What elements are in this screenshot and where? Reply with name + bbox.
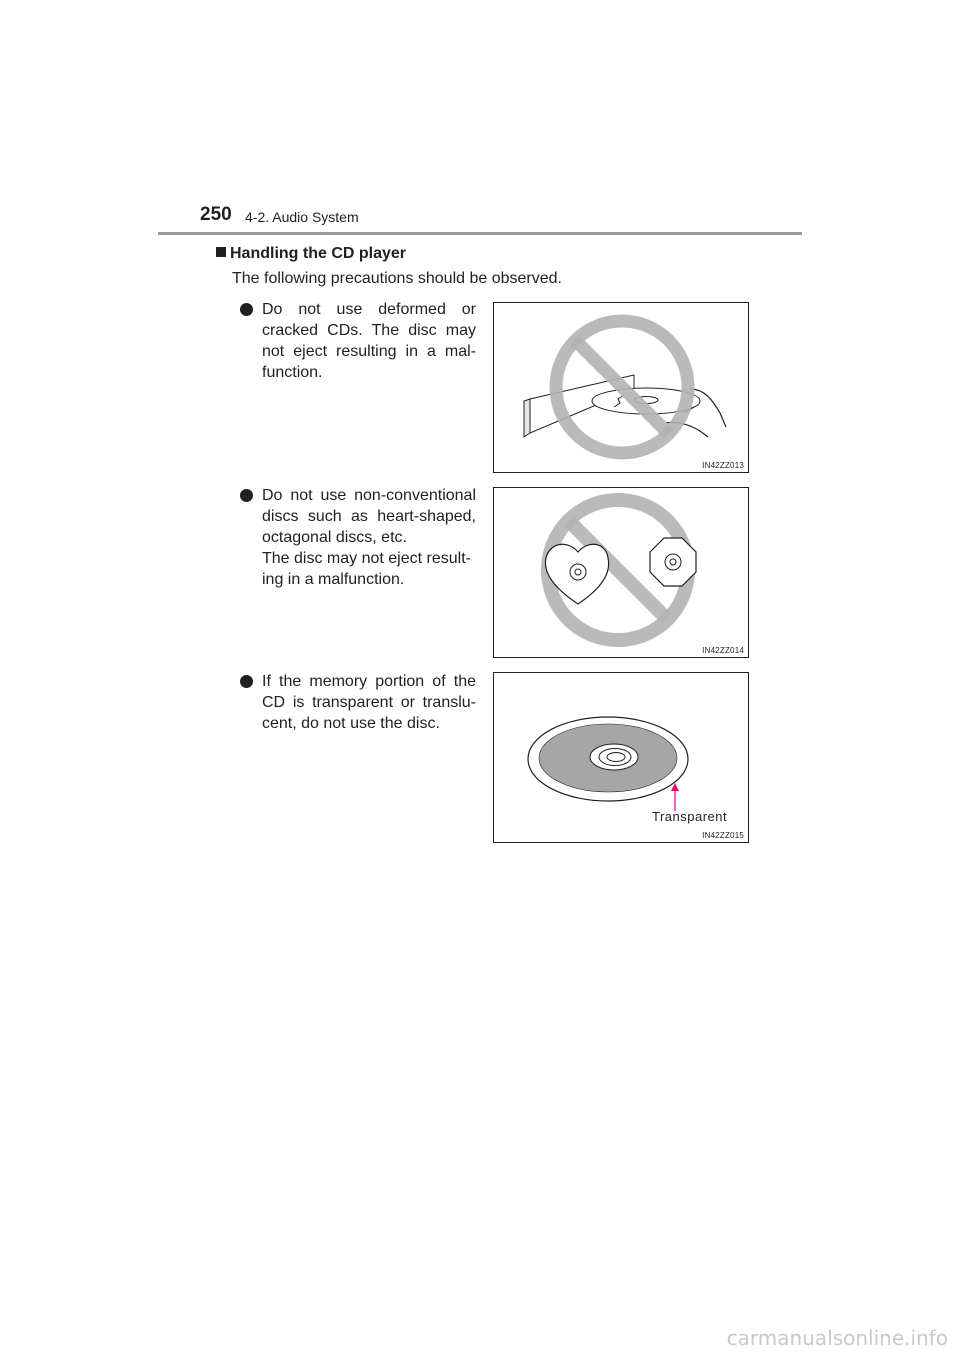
section-header: 4-2. Audio System bbox=[245, 209, 359, 225]
header-rule bbox=[158, 232, 802, 235]
bullet-deformed-cds bbox=[240, 299, 476, 383]
figure-id: IN42ZZ013 bbox=[702, 461, 744, 470]
subsection-heading bbox=[216, 245, 406, 263]
page-number: 250 bbox=[200, 204, 232, 225]
bullet-dot-icon bbox=[240, 303, 253, 316]
bullet-text-line: Do not use non-conventional discs such as heart-shaped, octagonal discs, etc. bbox=[262, 487, 476, 546]
cd-slot-face bbox=[524, 399, 530, 437]
bullet-text: If the memory portion of the CD is transparent or translu-cent, do not use the disc. bbox=[262, 673, 476, 732]
figure-cracked-cd bbox=[493, 302, 749, 473]
figure-id: IN42ZZ015 bbox=[702, 831, 744, 840]
cracked-cd-illustration bbox=[494, 303, 748, 472]
bullet-non-conventional-discs bbox=[240, 485, 476, 590]
square-bullet-icon bbox=[216, 247, 226, 257]
watermark: carmanualsonline.info bbox=[726, 1326, 948, 1350]
figure-transparent-cd bbox=[493, 672, 749, 843]
octagon-disc-hole bbox=[670, 559, 676, 565]
bullet-dot-icon bbox=[240, 675, 253, 688]
figure-id: IN42ZZ014 bbox=[702, 646, 744, 655]
figure-non-conventional-discs bbox=[493, 487, 749, 658]
bullet-dot-icon bbox=[240, 489, 253, 502]
intro-paragraph: The following precautions should be observed. bbox=[232, 270, 562, 287]
disc-center-hole bbox=[607, 753, 625, 762]
heart-disc-hole bbox=[575, 569, 581, 575]
bullet-transparent-discs bbox=[240, 671, 476, 734]
transparent-callout-label: Transparent bbox=[652, 809, 728, 824]
bullet-text-line: The disc may not eject result-ing in a malfunction. bbox=[262, 550, 471, 588]
bullet-text bbox=[262, 485, 476, 590]
bullet-text: Do not use deformed or cracked CDs. The disc may not eject resulting in a mal-function. bbox=[262, 301, 476, 381]
subsection-title: Handling the CD player bbox=[230, 245, 407, 262]
odd-shape-discs-illustration bbox=[494, 488, 748, 657]
